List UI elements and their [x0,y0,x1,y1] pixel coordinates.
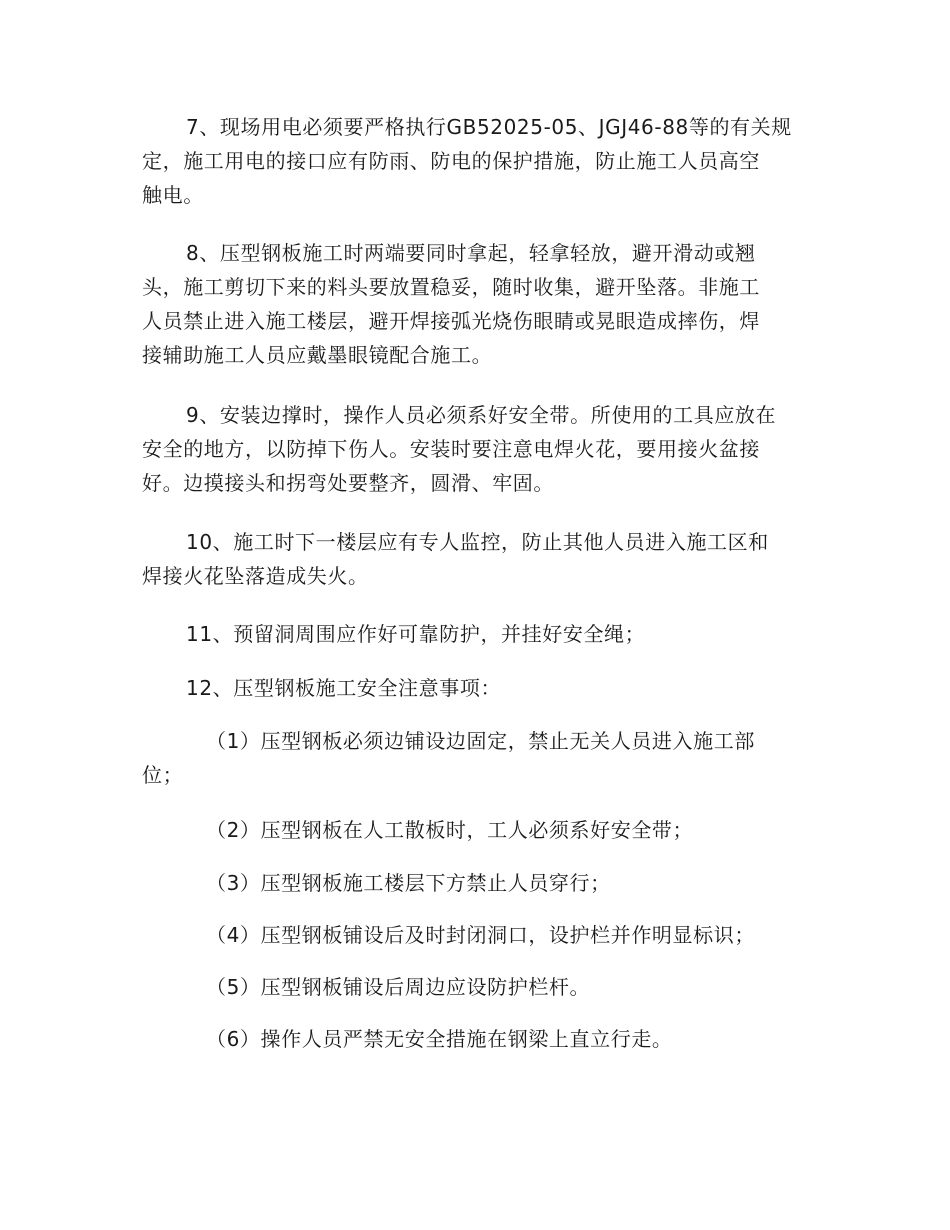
text-line: 7、现场用电必须要严格执行GB52025-05、JGJ46-88等的有关规 [186,115,792,139]
paragraph-9 [142,398,814,500]
text-line: 人员禁止进入施工楼层，避开焊接弧光烧伤眼睛或晃眼造成摔伤，焊 [142,309,760,333]
text-line: 好。边摸接头和拐弯处要整齐，圆滑、牢固。 [142,471,554,495]
paragraph-12 [142,671,814,705]
text-line: 头，施工剪切下来的料头要放置稳妥，随时收集，避开坠落。非施工 [142,275,760,299]
text-line: （2）压型钢板在人工散板时，工人必须系好安全带； [206,818,694,842]
text-line: 10、施工时下一楼层应有专人监控，防止其他人员进入施工区和 [186,530,769,554]
paragraph-10 [142,525,814,593]
sub-item-3 [142,866,814,900]
text-line: （3）压型钢板施工楼层下方禁止人员穿行； [206,871,611,895]
sub-item-2 [142,813,814,847]
text-line: （4）压型钢板铺设后及时封闭洞口，设护栏并作明显标识； [206,923,755,947]
text-line: 12、压型钢板施工安全注意事项： [186,676,502,700]
sub-item-5 [142,970,814,1004]
text-line: 9、安装边撑时，操作人员必须系好安全带。所使用的工具应放在 [186,403,777,427]
text-line: 安全的地方，以防掉下伤人。安装时要注意电焊火花，要用接火盆接 [142,437,760,461]
text-line: 11、预留洞周围应作好可靠防护，并挂好安全绳； [186,622,646,646]
text-line: （1）压型钢板必须边铺设边固定，禁止无关人员进入施工部 [206,729,755,753]
sub-item-6 [142,1022,814,1056]
paragraph-11 [142,617,814,651]
text-line: 位； [142,763,184,787]
text-line: 定，施工用电的接口应有防雨、防电的保护措施，防止施工人员高空 [142,149,760,173]
text-line: （5）压型钢板铺设后周边应设防护栏杆。 [206,975,591,999]
paragraph-8 [142,236,814,372]
text-line: （6）操作人员严禁无安全措施在钢梁上直立行走。 [206,1027,673,1051]
text-line: 触电。 [142,183,204,207]
text-line: 8、压型钢板施工时两端要同时拿起，轻拿轻放，避开滑动或翘 [186,241,756,265]
sub-item-1 [142,724,814,792]
text-line: 接辅助施工人员应戴墨眼镜配合施工。 [142,343,493,367]
paragraph-7 [142,110,814,212]
text-line: 焊接火花坠落造成失火。 [142,564,369,588]
sub-item-4 [142,918,814,952]
